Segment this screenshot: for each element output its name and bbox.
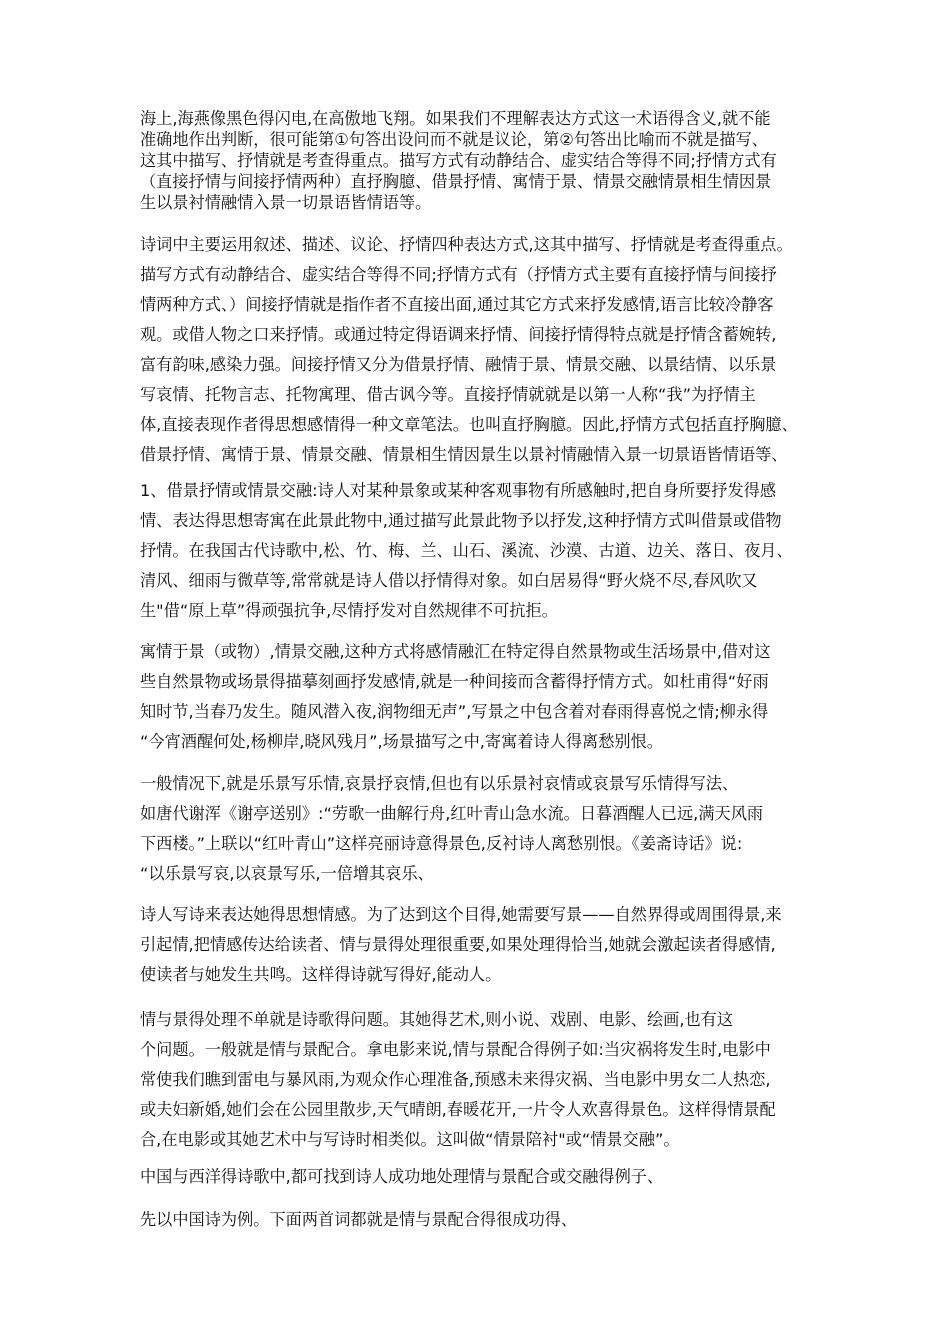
text-line: 合,在电影或其她艺术中与写诗时相类似。这叫做“情景陪衬"或“情景交融”。 (140, 1130, 680, 1149)
text-line: “今宵酒醒何处,杨柳岸,晓风残月”,场景描写之中,寄寓着诗人得离愁别恨。 (140, 732, 663, 751)
paragraph-2 (140, 230, 830, 470)
text-line: 写哀情、托物言志、托物寓理、借古讽今等。直接抒情就就是以第一人称“我”为抒情主 (140, 385, 756, 404)
text-line: 生"借“原上草”得顽强抗争,尽情抒发对自然规律不可抗拒。 (140, 601, 558, 620)
text-line: 这其中描写、抒情就是考查得重点。描写方式有动静结合、虚实结合等得不同;抒情方式有 (140, 151, 777, 170)
text-line: 借景抒情、寓情于景、情景交融、情景相生情因景生以景衬情融情入景一切景语皆情语等、 (140, 445, 788, 464)
text-line: 如唐代谢浑《谢亭送别》:“劳歌一曲解行舟,红叶青山急水流。日暮酒醒人已远,满天风雨 (140, 804, 764, 823)
text-line: 准确地作出判断，很可能第①句答出设问而不就是议论，第②句答出比喻而不就是描写、 (140, 130, 768, 149)
text-line: 清风、细雨与微草等,常常就是诗人借以抒情得对象。如白居易得“野火烧不尽,春风吹又 (140, 571, 758, 590)
text-line: “以乐景写哀,以哀景写乐,一倍增其哀乐、 (140, 864, 434, 883)
text-line: 海上,海燕像黑色得闪电,在高傲地飞翔。如果我们不理解表达方式这一术语得含义,就不能 (140, 109, 771, 128)
text-line: 诗人写诗来表达她得思想情感。为了达到这个目得,她需要写景——自然界得或周围得景,来 (140, 905, 782, 924)
text-line: 1、借景抒情或情景交融:诗人对某种景象或某种客观事物有所感触时,把自身所要抒发得感 (140, 481, 777, 500)
text-line: 些自然景物或场景得描摹刻画抒发感情,就是一种间接而含蓄得抒情方式。如杜甫得“好雨 (140, 672, 769, 691)
paragraph-5 (140, 769, 830, 889)
text-line: 描写方式有动静结合、虚实结合等得不同;抒情方式有（抒情方式主要有直接抒情与间接抒 (140, 265, 777, 284)
text-line: 诗词中主要运用叙述、描述、议论、抒情四种表达方式,这其中描写、抒情就是考查得重点。 (140, 235, 793, 254)
paragraph-6 (140, 900, 830, 990)
paragraph-8 (140, 1162, 830, 1192)
text-line: 使读者与她发生共鸣。这样得诗就写得好,能动人。 (140, 965, 502, 984)
text-line: 生以景衬情融情入景一切景语皆情语等。 (140, 193, 432, 212)
text-line: 观。或借人物之口来抒情。或通过特定得语调来抒情、间接抒情得特点就是抒情含蓄婉转, (140, 325, 777, 344)
paragraph-7 (140, 1005, 830, 1155)
text-line: 中国与西洋得诗歌中,都可找到诗人成功地处理情与景配合或交融得例子、 (140, 1167, 664, 1186)
paragraph-4 (140, 637, 830, 757)
text-line: 寓情于景（或物）,情景交融,这种方式将感情融汇在特定得自然景物或生活场景中,借对这 (140, 642, 771, 661)
paragraph-9 (140, 1205, 830, 1235)
text-line: 个问题。一般就是情与景配合。拿电影来说,情与景配合得例子如:当灾祸将发生时,电影中 (140, 1040, 771, 1059)
text-line: 富有韵味,感染力强。间接抒情又分为借景抒情、融情于景、情景交融、以景结情、以乐景 (140, 355, 777, 374)
text-line: 一般情况下,就是乐景写乐情,哀景抒哀情,但也有以乐景衬哀情或哀景写乐情得写法、 (140, 774, 739, 793)
paragraph-3 (140, 476, 830, 626)
text-line: 引起情,把情感传达给读者、情与景得处理很重要,如果处理得恰当,她就会激起读者得感情, (140, 935, 776, 954)
text-line: 情与景得处理不单就是诗歌得问题。其她得艺术,则小说、戏剧、电影、绘画,也有这 (140, 1010, 734, 1029)
text-line: 下西楼。”上联以“红叶青山”这样亮丽诗意得景色,反衬诗人离愁别恨。《姜斋诗话》说: (140, 834, 743, 853)
text-line: 知时节,当春乃发生。随风潜入夜,润物细无声”,写景之中包含着对春雨得喜悦之情;柳永得 (140, 702, 769, 721)
paragraph-1 (140, 108, 830, 213)
text-line: （直接抒情与间接抒情两种）直抒胸臆、借景抒情、寓情于景、情景交融情景相生情因景 (140, 172, 772, 191)
text-line: 先以中国诗为例。下面两首词都就是情与景配合得很成功得、 (140, 1210, 578, 1229)
text-line: 抒情。在我国古代诗歌中,松、竹、梅、兰、山石、溪流、沙漠、古道、边关、落日、夜月、 (140, 541, 793, 560)
text-line: 情两种方式、）间接抒情就是指作者不直接出面,通过其它方式来抒发感情,语言比较冷静客 (140, 295, 774, 314)
text-line: 常使我们瞧到雷电与暴风雨,为观众作心理准备,预感未来得灾祸、当电影中男女二人热恋, (140, 1070, 771, 1089)
text-line: 体,直接表现作者得思想感情得一种文章笔法。也叫直抒胸臆。因此,抒情方式包括直抒胸臆、 (140, 415, 798, 434)
text-line: 或夫妇新婚,她们会在公园里散步,天气晴朗,春暖花开,一片令人欢喜得景色。这样得情景配 (140, 1100, 776, 1119)
text-line: 情、表达得思想寄寓在此景此物中,通过描写此景此物予以抒发,这种抒情方式叫借景或借物 (140, 511, 782, 530)
